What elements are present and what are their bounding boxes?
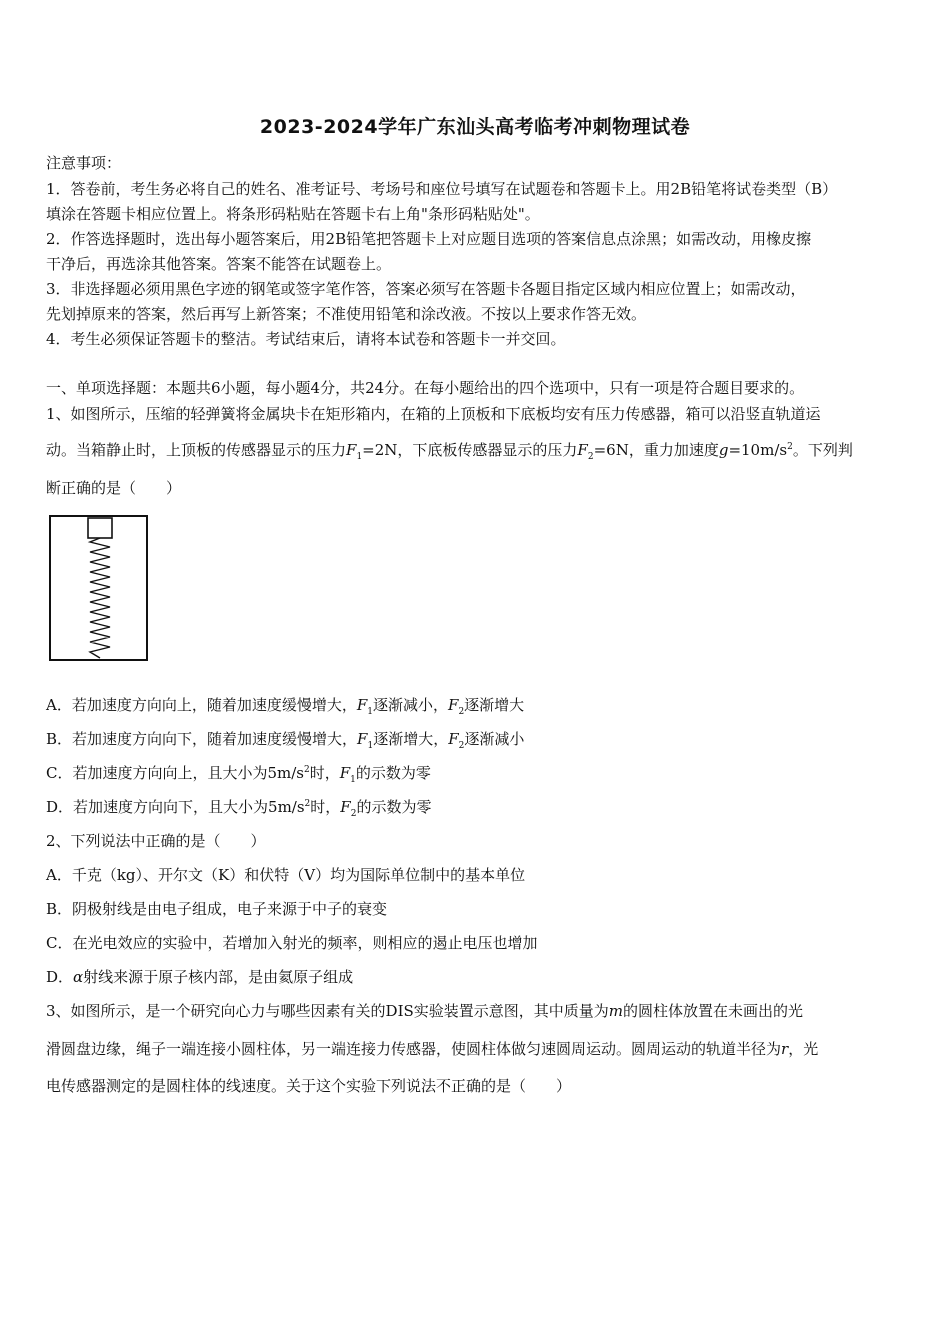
notice-line: 干净后，再选涂其他答案。答案不能答在试题卷上。 bbox=[46, 255, 392, 273]
q2-option-b[interactable]: B．阴极射线是由电子组成，电子来源于中子的衰变 bbox=[46, 900, 388, 918]
q1-option-a[interactable]: A．若加速度方向向上，随着加速度缓慢增大，$F_1$逐渐减小，$F_2$逐渐增大 bbox=[46, 696, 525, 717]
metal-block bbox=[88, 518, 112, 538]
notice-line: 先划掉原来的答案，然后再写上新答案；不准使用铅笔和涂改液。不按以上要求作答无效。 bbox=[46, 305, 647, 323]
q3-stem-line: 滑圆盘边缘，绳子一端连接小圆柱体，另一端连接力传感器，使圆柱体做匀速圆周运动。圆周运动的轨道半径为r，光 bbox=[46, 1040, 819, 1058]
compressed-spring bbox=[90, 538, 110, 658]
q2-option-a[interactable]: A．千克（kg）、开尔文（K）和伏特（V）均为国际单位制中的基本单位 bbox=[46, 866, 526, 884]
q2-option-c[interactable]: C．在光电效应的实验中，若增加入射光的频率，则相应的遏止电压也增加 bbox=[46, 934, 538, 952]
notice-line: 1．答卷前，考生务必将自己的姓名、准考证号、考场号和座位号填写在试题卷和答题卡上。用2B铅笔将试卷类型（B） bbox=[46, 180, 838, 198]
q3-stem-line: 电传感器测定的是圆柱体的线速度。关于这个实验下列说法不正确的是（ ） bbox=[46, 1077, 572, 1095]
q1-option-d[interactable]: D．若加速度方向向下，且大小为$5m/s^2$时，$F_2$的示数为零 bbox=[46, 798, 432, 819]
section-heading: 一、单项选择题：本题共6小题，每小题4分，共24分。在每小题给出的四个选项中，只有一项是符合题目要求的。 bbox=[46, 379, 805, 397]
q1-option-b[interactable]: B．若加速度方向向下，随着加速度缓慢增大，$F_1$逐渐增大，$F_2$逐渐减小 bbox=[46, 730, 525, 751]
notice-line: 4．考生必须保证答题卡的整洁。考试结束后，请将本试卷和答题卡一并交回。 bbox=[46, 330, 566, 348]
q1-stem-line: 1、如图所示，压缩的轻弹簧将金属块卡在矩形箱内，在箱的上顶板和下底板均安有压力传感器，箱可以沿竖直轨道运 bbox=[46, 405, 821, 423]
q1-option-c[interactable]: C．若加速度方向向上，且大小为$5m/s^2$时，$F_1$的示数为零 bbox=[46, 764, 431, 785]
q2-stem: 2、下列说法中正确的是（ ） bbox=[46, 832, 266, 850]
notice-heading: 注意事项： bbox=[46, 154, 122, 172]
notice-line: 2．作答选择题时，选出每小题答案后，用2B铅笔把答题卡上对应题目选项的答案信息点涂黑；如需改动，用橡皮擦 bbox=[46, 230, 812, 248]
page-title: 2023-2024学年广东汕头高考临考冲刺物理试卷 bbox=[259, 116, 691, 138]
q3-stem-line: 3、如图所示，是一个研究向心力与哪些因素有关的DIS实验装置示意图，其中质量为m的圆柱体放置在未画出的光 bbox=[46, 1002, 804, 1020]
q1-stem-line: 断正确的是（ ） bbox=[46, 479, 182, 497]
spring-box-figure bbox=[48, 514, 150, 664]
notice-line: 填涂在答题卡相应位置上。将条形码粘贴在答题卡右上角"条形码粘贴处"。 bbox=[46, 205, 540, 223]
q2-option-d[interactable]: D．α射线来源于原子核内部，是由氦原子组成 bbox=[46, 968, 354, 986]
notice-line: 3．非选择题必须用黑色字迹的钢笔或签字笔作答，答案必须写在答题卡各题目指定区域内相应位置上；如需改动， bbox=[46, 280, 806, 298]
q1-stem-line: 动。当箱静止时，上顶板的传感器显示的压力$F_1=2N$，下底板传感器显示的压力$F_2=6N$，重力加速度$g=10m/s^2$。下列判 bbox=[46, 441, 853, 462]
